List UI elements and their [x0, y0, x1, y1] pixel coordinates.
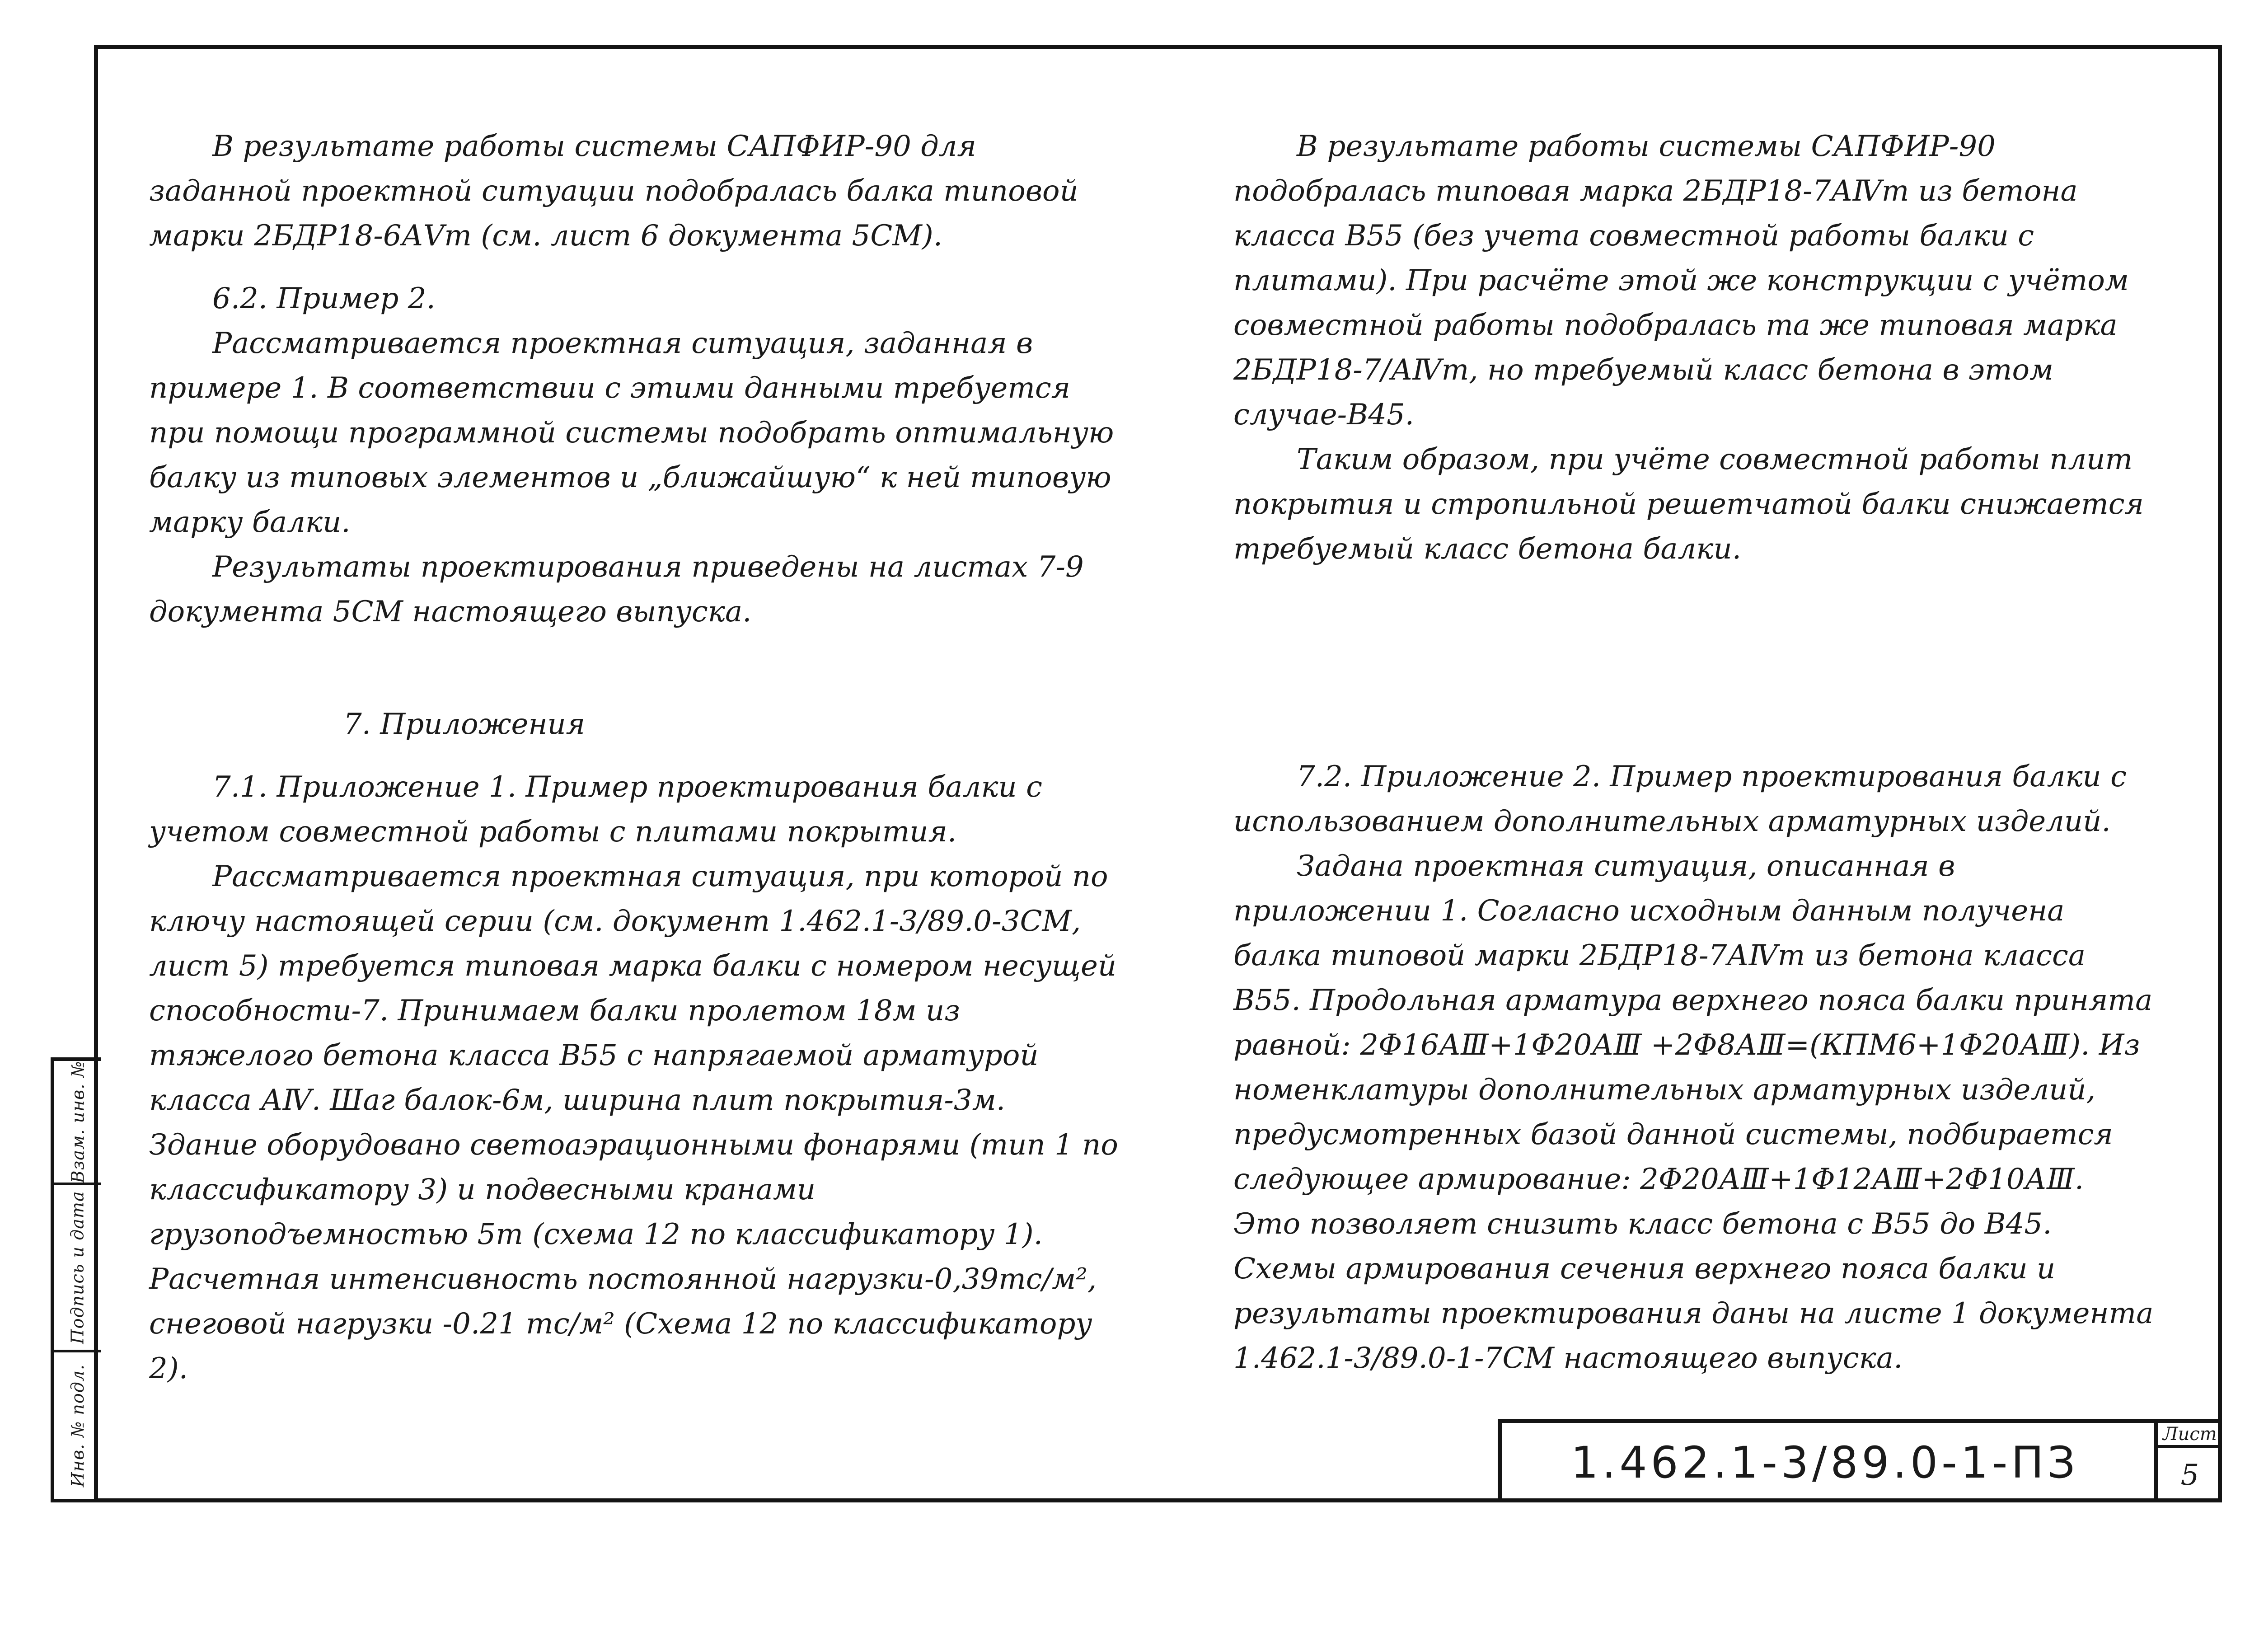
- right-text-column: [1233, 124, 2160, 1381]
- section-heading: 7.2. Приложение 2. Пример проектирования балки с использованием дополнительных арматурных изделий.: [1233, 760, 2127, 838]
- side-cell-replacement: [54, 1061, 101, 1185]
- sheet-number: 5: [2180, 1458, 2199, 1492]
- side-stamp-strip: [51, 1057, 101, 1502]
- appendices-heading: 7. Приложения: [343, 708, 586, 741]
- section-heading: 6.2. Пример 2.: [212, 282, 436, 315]
- sheet-cell: [2154, 1423, 2222, 1502]
- sheet-label: Лист: [2158, 1423, 2222, 1448]
- document-code: 1.462.1-3/89.0-1-ПЗ: [1570, 1437, 2079, 1488]
- paragraph: В результате работы системы САПФИР-90 для заданной проектной ситуации подобралась балка типовой марки 2БДР18-6АⅤт (см. лист 6 документа 5СМ).: [149, 130, 1078, 253]
- side-cell-signature: [54, 1185, 101, 1352]
- paragraph: 7.1. Приложение 1. Пример проектирования балки с учетом совместной работы с плитами покрытия.: [149, 770, 1042, 849]
- paragraph: Задана проектная ситуация, описанная в приложении 1. Согласно исходным данным получена балка типовой марки 2БДР18-7АⅣт из бетона класса В55. Продольная арматура верхнего пояса балки принята равной: 2Φ16АⅢ+1Φ20АⅢ +2Φ8АⅢ=(КПМ6+1Φ20АⅢ). Из номенклатуры дополнительных арматурных изделий, предусмотренных базой данной системы, подбирается следующее армирование: 2Φ20АⅢ+1Φ12АⅢ+2Φ10АⅢ. Это позволяет снизить класс бетона с В55 до В45. Схемы армирования сечения верхнего пояса балки и результаты проектирования даны на листе 1 документа 1.462.1-3/89.0-1-7СМ настоящего выпуска.: [1233, 849, 2154, 1375]
- side-label-signature: Подпись и дата: [68, 1191, 88, 1344]
- paragraph: Рассматривается проектная ситуация, при которой по ключу настоящей серии (см. документ 1.462.1-3/89.0-3СМ, лист 5) требуется типовая марка балки с номером несущей способности-7. Принимаем балки пролетом 18м из тяжелого бетона класса В55 с напрягаемой арматурой класса АⅣ. Шаг балок-6м, ширина плит покрытия-3м. Здание оборудовано светоаэрационными фонарями (тип 1 по классификатору 3) и подвесными кранами грузоподъемностью 5т (схема 12 по классификатору 1). Расчетная интенсивность постоянной нагрузки-0,39тс/м², снеговой нагрузки -0.21 тс/м² (Схема 12 по классификатору 2).: [149, 860, 1118, 1385]
- paragraph: Рассматривается проектная ситуация, заданная в примере 1. В соответствии с этими данными требуется при помощи программной системы подобрать оптимальную балку из типовых элементов и „ближайшую“ к ней типовую марку балки.: [149, 327, 1114, 539]
- paragraph: В результате работы системы САПФИР-90 подобралась типовая марка 2БДР18-7АⅣт из бетона класса В55 (без учета совместной работы балки с плитами). При расчёте этой же конструкции с учётом совместной работы подобралась та же типовая марка 2БДР18-7/АⅣт, но требуемый класс бетона в этом случае-В45.: [1233, 130, 2129, 432]
- paragraph: Результаты проектирования приведены на листах 7-9 документа 5СМ настоящего выпуска.: [149, 550, 1084, 629]
- side-cell-original: [54, 1352, 101, 1499]
- left-text-column: [149, 124, 1120, 1391]
- side-label-original: Инв. № подл.: [68, 1364, 88, 1488]
- paragraph: Таким образом, при учёте совместной работы плит покрытия и стропильной решетчатой балки снижается требуемый класс бетона балки.: [1233, 443, 2144, 566]
- side-label-replacement: Взам. инв. №: [68, 1061, 88, 1183]
- title-block: [1498, 1419, 2222, 1502]
